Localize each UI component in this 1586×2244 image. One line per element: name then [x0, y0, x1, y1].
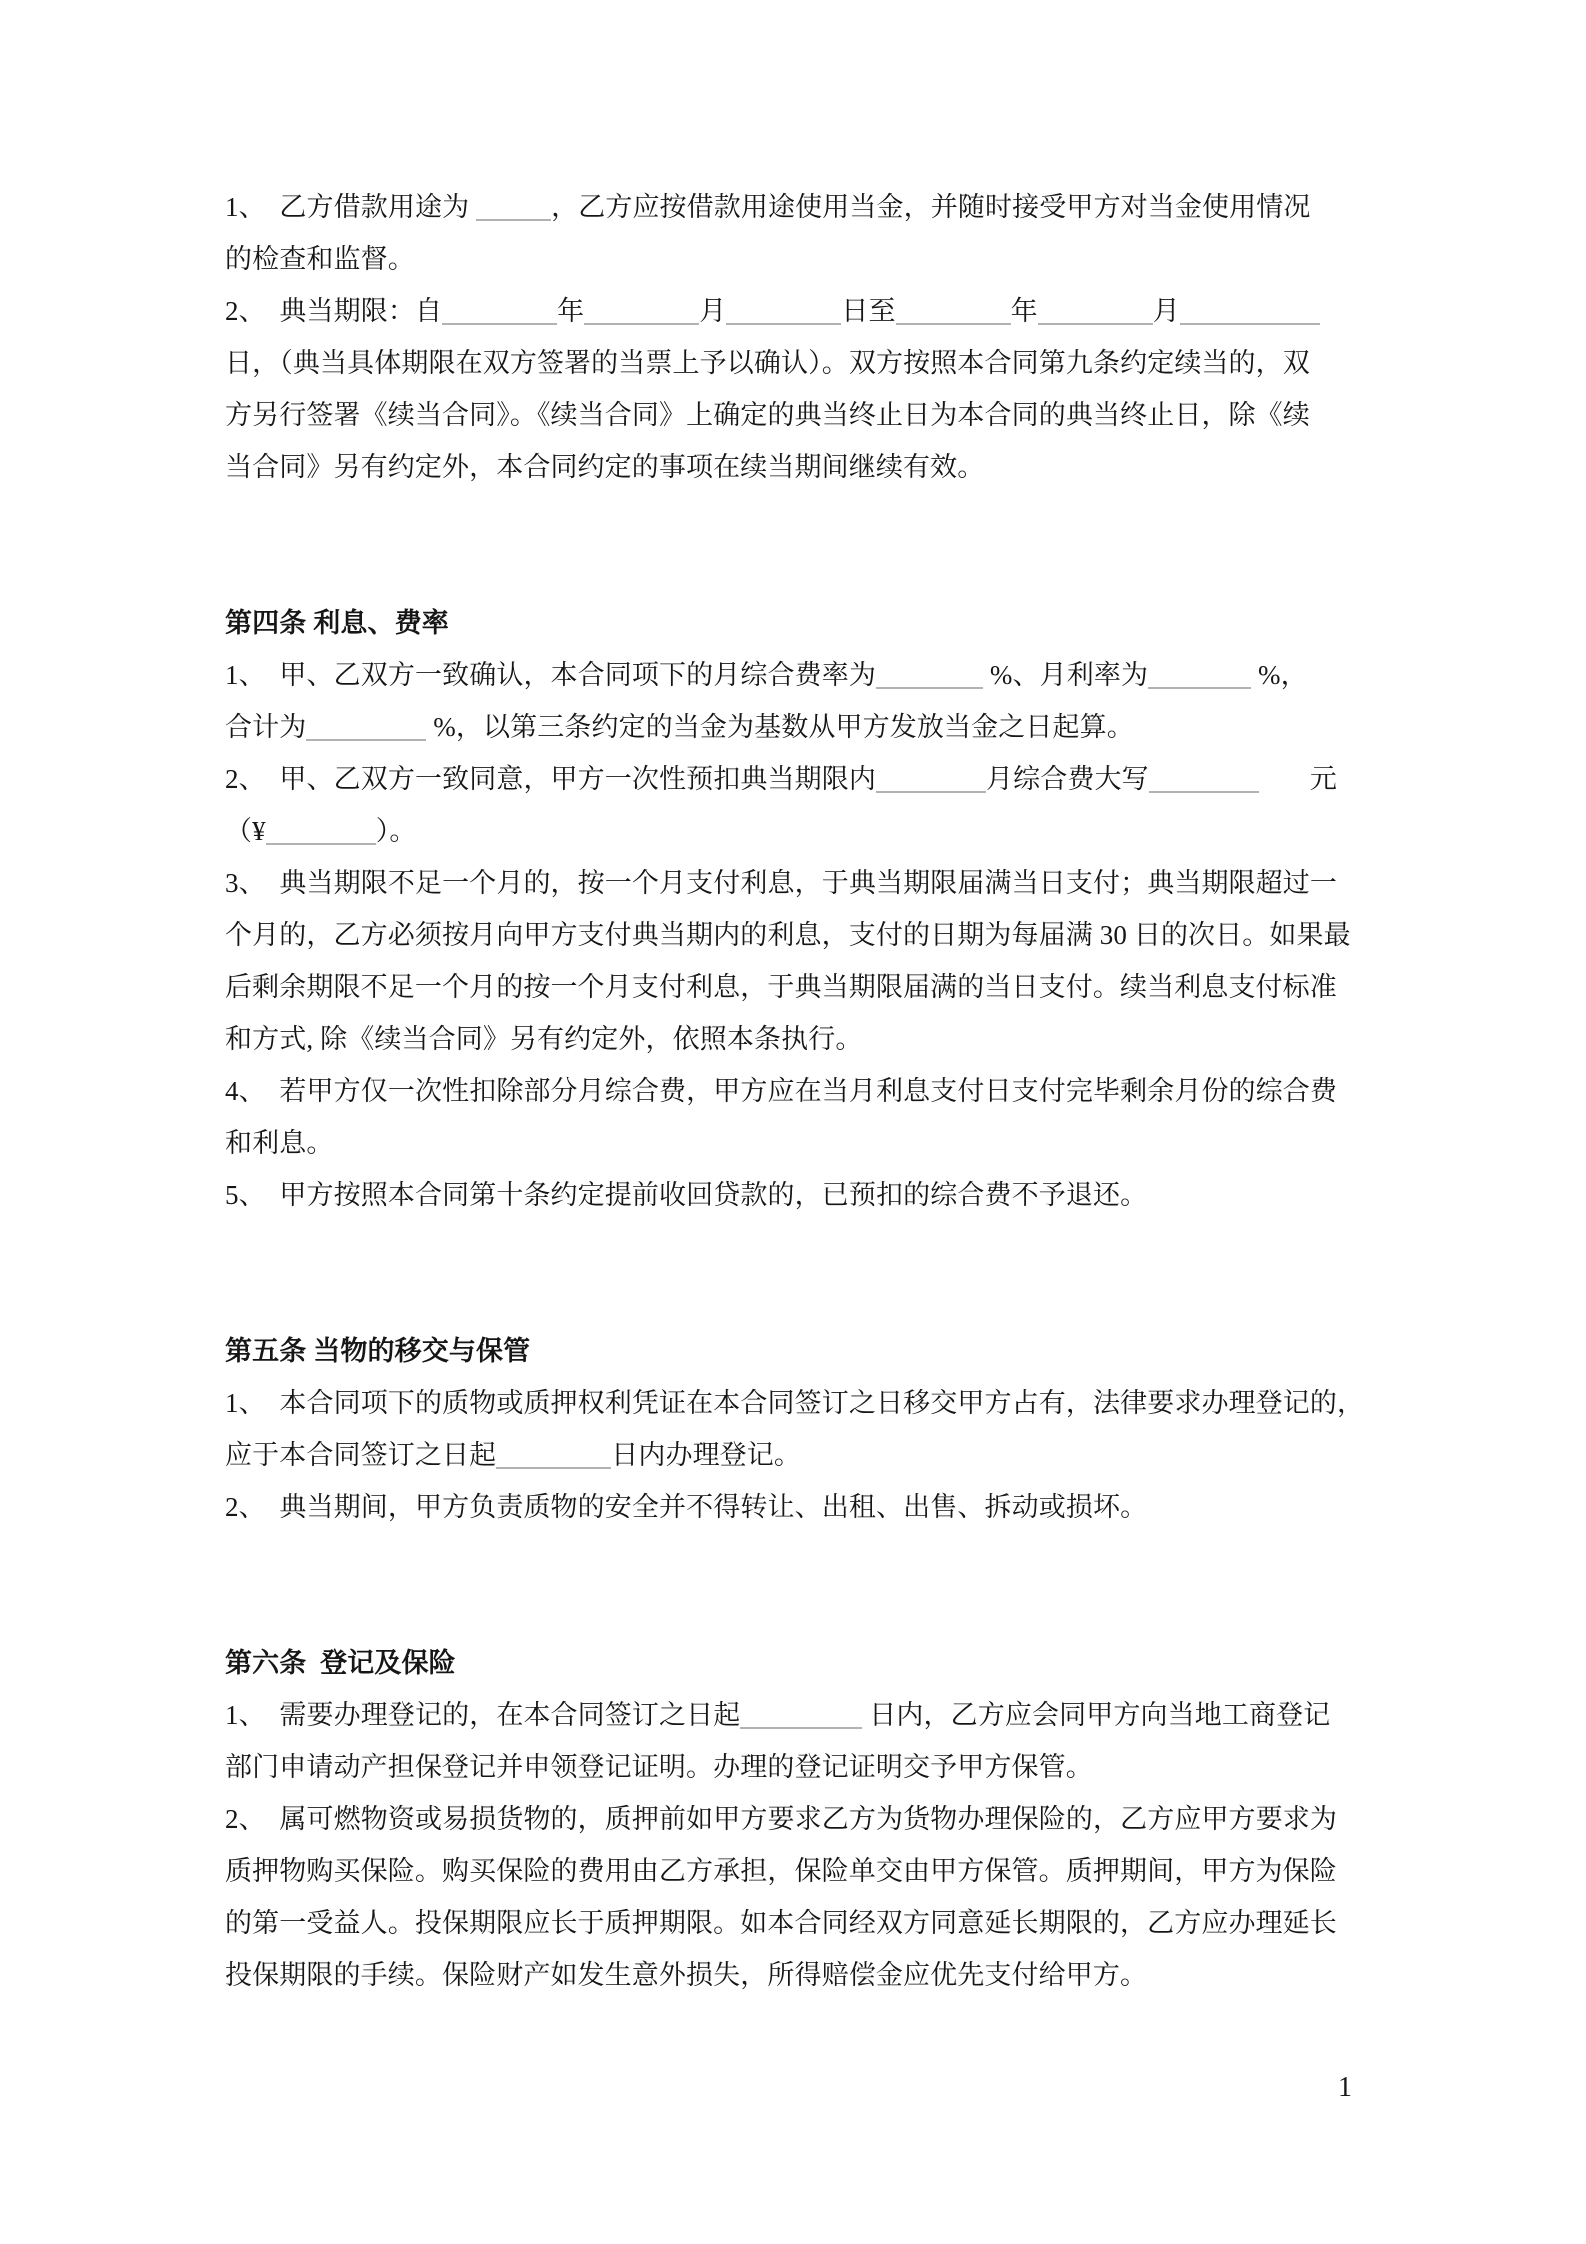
blank-field — [876, 757, 986, 793]
text-run: 的检查和监督。 — [225, 244, 415, 274]
text-run: 日内办理登记。 — [611, 1440, 802, 1470]
text-run: 投保期限的手续。保险财产如发生意外损失，所得赔偿金应优先支付给甲方。 — [225, 1960, 1148, 1990]
text-run: 3、 典当期限不足一个月的，按一个月支付利息，于典当期限届满当日支付；典当期限超过一 — [225, 868, 1338, 898]
doc-line — [225, 285, 1337, 337]
text-run: 和利息。 — [225, 1128, 334, 1158]
text-run: 1、 本合同项下的质物或质押权利凭证在本合同签订之日移交甲方占有，法律要求办理登记的， — [225, 1388, 1365, 1418]
page-number: 1 — [1338, 2072, 1352, 2103]
text-run: 1、 乙方借款用途为 — [225, 192, 477, 222]
doc-line — [225, 1741, 1337, 1793]
doc-line — [225, 337, 1337, 389]
section-gap — [225, 493, 1337, 597]
blank-field — [726, 289, 841, 325]
doc-line — [225, 1429, 1337, 1481]
text-run: 月综合费大写 — [986, 764, 1149, 794]
text-run: 2、 属可燃物资或易损货物的，质押前如甲方要求乙方为货物办理保险的，乙方应甲方要求为 — [225, 1804, 1338, 1834]
text-run: 部门申请动产担保登记并申领登记证明。办理的登记证明交予甲方保管。 — [225, 1752, 1093, 1782]
section-gap — [225, 1221, 1337, 1325]
doc-line — [225, 701, 1337, 753]
doc-line — [225, 1689, 1337, 1741]
doc-line — [225, 961, 1337, 1013]
text-run: 的第一受益人。投保期限应长于质押期限。如本合同经双方同意延长期限的，乙方应办理延长 — [225, 1908, 1337, 1938]
text-run: （¥ — [225, 816, 266, 846]
text-run: 年 — [1010, 296, 1038, 326]
text-run: ）。 — [375, 816, 417, 846]
doc-line — [225, 1377, 1365, 1429]
contract-body — [225, 181, 1365, 2001]
doc-line — [225, 649, 1337, 701]
blank-field — [1180, 289, 1320, 325]
text-run: 5、 甲方按照本合同第十条约定提前收回贷款的，已预扣的综合费不予退还。 — [225, 1180, 1148, 1210]
doc-line — [225, 857, 1337, 909]
section-gap — [225, 1533, 1337, 1637]
text-run-right: 元 — [1309, 764, 1337, 794]
blank-field — [266, 809, 376, 845]
blank-field — [306, 705, 426, 741]
doc-line — [225, 805, 1337, 857]
doc-line — [225, 1845, 1337, 1897]
text-run: 合计为 — [225, 712, 307, 742]
text-run: 后剩余期限不足一个月的按一个月支付利息，于典当期限届满的当日支付。续当利息支付标准 — [225, 972, 1337, 1002]
text-run: 2、 典当期限：自 — [225, 296, 443, 326]
text-run: 日，（典当具体期限在双方签署的当票上予以确认）。双方按照本合同第九条约定续当的，双 — [225, 348, 1310, 378]
text-run: ，乙方应按借款用途使用当金，并随时接受甲方对当金使用情况 — [551, 192, 1311, 222]
section-heading — [225, 597, 1337, 649]
doc-line — [225, 181, 1337, 233]
doc-line — [225, 441, 1337, 493]
text-run: 2、 甲、乙双方一致同意，甲方一次性预扣典当期限内 — [225, 764, 876, 794]
text-run: %， — [1251, 660, 1308, 690]
text-run: 应于本合同签订之日起 — [225, 1440, 497, 1470]
text-run: 方另行签署《续当合同》。《续当合同》上确定的典当终止日为本合同的典当终止日，除《续 — [225, 400, 1310, 430]
text-run: 日内，乙方应会同甲方向当地工商登记 — [862, 1700, 1331, 1730]
blank-field — [876, 653, 983, 689]
text-run: 个月的，乙方必须按月向甲方支付典当期内的利息，支付的日期为每届满 30 日的次日。如果最 — [225, 920, 1351, 950]
text-run: 1、 甲、乙双方一致确认，本合同项下的月综合费率为 — [225, 660, 876, 690]
text-run: 质押物购买保险。购买保险的费用由乙方承担，保险单交由甲方保管。质押期间，甲方为保险 — [225, 1856, 1337, 1886]
blank-field — [1149, 757, 1259, 793]
doc-line — [225, 1481, 1337, 1533]
doc-line — [225, 1793, 1337, 1845]
doc-line — [225, 1897, 1337, 1949]
text-run: 日至 — [841, 296, 896, 326]
blank-field — [740, 1693, 862, 1729]
text-run: 当合同》另有约定外，本合同约定的事项在续当期间继续有效。 — [225, 452, 985, 482]
text-run: 第四条 利息、费率 — [225, 608, 449, 638]
text-run: 第五条 当物的移交与保管 — [225, 1336, 531, 1366]
text-run: 月 — [1152, 296, 1180, 326]
text-run: 和方式, 除《续当合同》另有约定外，依照本条执行。 — [225, 1024, 863, 1054]
doc-line — [225, 389, 1337, 441]
doc-line — [225, 233, 1337, 285]
text-run: 第六条 登记及保险 — [225, 1648, 456, 1678]
doc-line — [225, 1169, 1337, 1221]
blank-field — [496, 1433, 611, 1469]
text-run: 1、 需要办理登记的，在本合同签订之日起 — [225, 1700, 741, 1730]
blank-field — [896, 289, 1011, 325]
blank-field — [1148, 653, 1251, 689]
doc-line — [225, 1949, 1337, 2001]
text-run: 4、 若甲方仅一次性扣除部分月综合费，甲方应在当月利息支付日支付完毕剩余月份的综合费 — [225, 1076, 1338, 1106]
blank-field — [584, 289, 699, 325]
doc-line — [225, 1065, 1337, 1117]
text-run: 2、 典当期间，甲方负责质物的安全并不得转让、出租、出售、拆动或损坏。 — [225, 1492, 1148, 1522]
doc-line — [225, 1013, 1337, 1065]
text-run: 月 — [699, 296, 727, 326]
text-run: %、月利率为 — [983, 660, 1149, 690]
doc-line — [225, 909, 1351, 961]
text-run: 年 — [557, 296, 585, 326]
doc-line — [225, 753, 1337, 805]
text-run: %，以第三条约定的当金为基数从甲方发放当金之日起算。 — [426, 712, 1134, 742]
section-heading — [225, 1637, 1337, 1689]
blank-field — [442, 289, 557, 325]
doc-line — [225, 1117, 1337, 1169]
section-heading — [225, 1325, 1337, 1377]
blank-field — [1038, 289, 1153, 325]
blank-field — [476, 185, 551, 221]
